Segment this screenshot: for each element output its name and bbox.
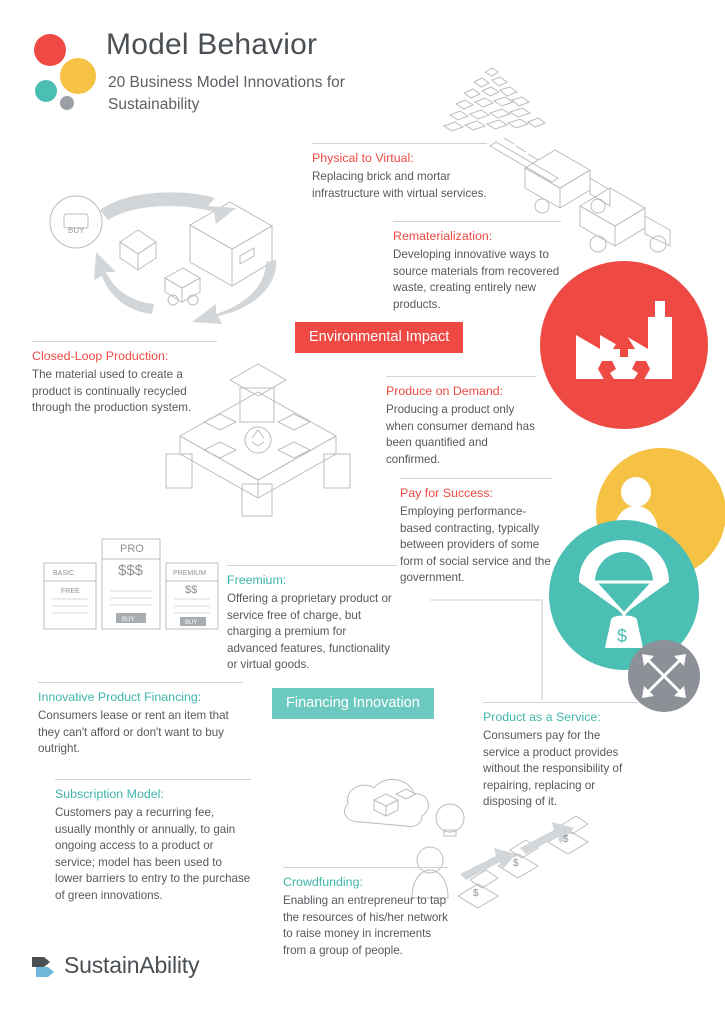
page-title: Model Behavior [106,28,318,61]
entry-heading: Pay for Success: [400,486,493,500]
entry-subscription-model [55,779,251,904]
tier-button-pro: BUY [122,617,135,623]
entry-heading: Subscription Model: [55,787,164,801]
entry-rule [283,867,448,868]
footer-brand: SustainAbility [64,952,200,978]
footer-logo [30,952,199,979]
page-subtitle: 20 Business Model Innovations for Sustainability [108,74,345,113]
entry-rule [386,376,536,377]
entry-heading: Product as a Service: [483,710,601,724]
entry-heading: Innovative Product Financing: [38,690,202,704]
entry-closed-loop-production [32,341,217,417]
entry-freemium [227,565,397,674]
logo-dot-red [34,34,66,66]
entry-crowdfunding [283,867,448,959]
entry-body: Consumers lease or rent an item that they can't afford or don't want to buy outright. [38,709,229,755]
buy-badge: BUY [68,226,85,235]
entry-body: The material used to create a product is continually recycled through the production system. [32,368,192,414]
tier-price-premium: $$ [185,584,198,596]
entry-body: Developing innovative ways to source materials from recovered waste, creating entirely new products. [393,248,560,311]
entry-body: Consumers pay for the service a product provides without the responsibility of repairing, replacing or disposing of it. [483,729,623,808]
section-banner-environmental: Environmental Impact [295,322,463,353]
entry-rematerialization [393,221,561,313]
tier-button-premium: BUY [185,620,198,626]
tier-price-pro: $$$ [118,562,144,579]
tier-price-basic: FREE [61,588,80,595]
laptop-money-3: $ [563,834,569,845]
section-connector-line [430,595,550,705]
tier-name-pro: PRO [120,543,144,555]
entry-rule [312,143,487,144]
entry-heading: Rematerialization: [393,229,493,243]
entry-body: Replacing brick and mortar infrastructure with virtual services. [312,170,487,200]
entry-body: Customers pay a recurring fee, usually monthly or annually, to gain ongoing access to a product or service; model has been used to lower barriers to entry to the purchase of green innovations. [55,806,251,902]
entry-body: Enabling an entrepreneur to tap the resources of his/her network to raise money in increments from a group of people. [283,894,448,957]
recycling-factory-circle [540,261,708,429]
entry-rule [227,565,397,566]
entry-pay-for-success [400,478,552,587]
entry-rule [55,779,251,780]
physical-to-virtual-illustration [40,190,330,335]
logo-dot-teal [35,80,57,102]
laptop-money-1: $ [473,888,479,899]
entry-rule [32,341,217,342]
logo-dot-gray [60,96,74,110]
entry-rule [393,221,561,222]
entry-body: Producing a product only when consumer demand has been quantified and confirmed. [386,403,535,466]
freemium-pricing-illustration [36,525,226,640]
entry-body: Offering a proprietary product or service free of charge, but charging a premium for advanced features, functionality or virtual goods. [227,592,392,671]
entry-heading: Freemium: [227,573,287,587]
sustainability-mark-icon [30,953,56,979]
entry-heading: Physical to Virtual: [312,151,414,165]
entry-produce-on-demand [386,376,536,468]
entry-rule [400,478,552,479]
entry-physical-to-virtual [312,143,487,202]
entry-innovative-product-financing [38,682,243,758]
logo-dot-yellow [60,58,96,94]
entry-rule [38,682,243,683]
tier-name-basic: BASIC [53,570,75,577]
entry-rule [483,702,638,703]
logo-dots [30,28,100,108]
entry-body: Employing performance-based contracting, typically between providers of some form of social service and the government. [400,505,551,584]
entry-heading: Produce on Demand: [386,384,504,398]
money-bag-symbol: $ [617,626,628,646]
entry-heading: Closed-Loop Production: [32,349,169,363]
laptop-money-2: $ [513,858,519,869]
section-banner-financing: Financing Innovation [272,688,434,719]
expand-arrows-circle [628,640,700,712]
entry-product-as-a-service [483,702,638,811]
entry-heading: Crowdfunding: [283,875,363,889]
tier-name-premium: PREMIUM [173,570,207,577]
